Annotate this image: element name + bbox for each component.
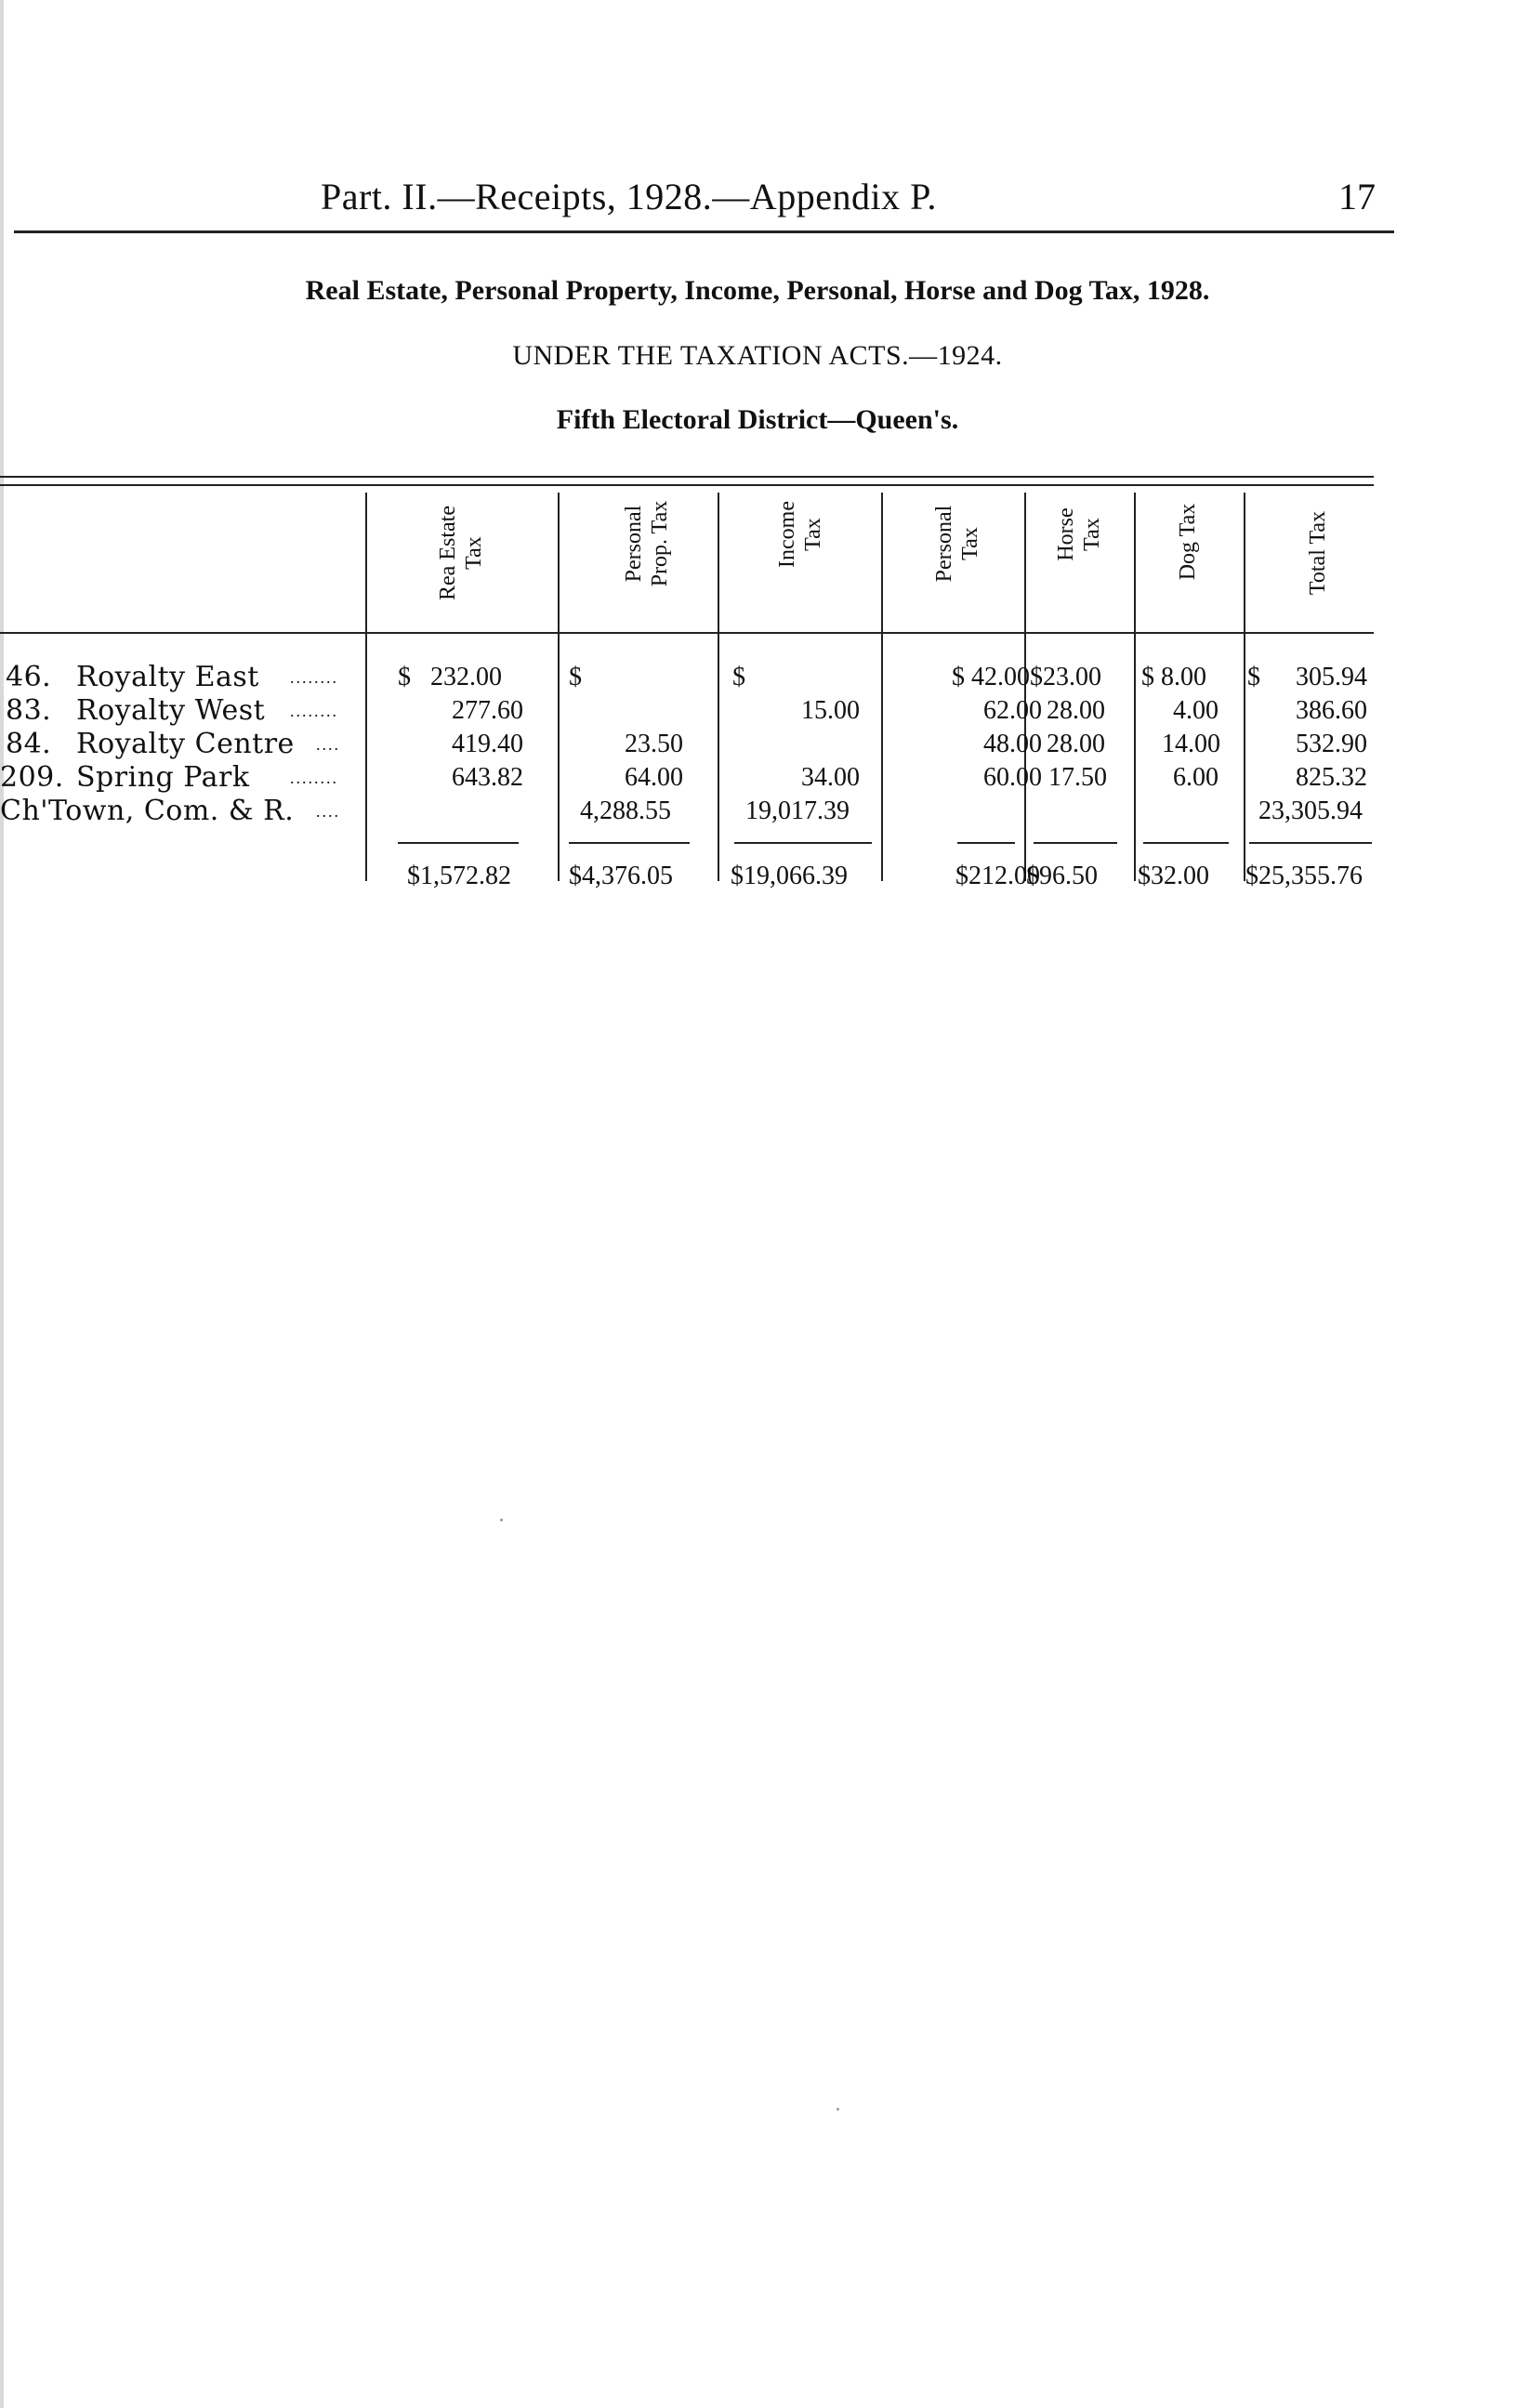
row-number: 83. xyxy=(6,694,52,727)
column-divider xyxy=(718,493,719,881)
cell-personal: $ 42.00 xyxy=(952,663,1030,691)
subtotal-rule xyxy=(957,842,1015,844)
col-header-total xyxy=(1305,483,1331,623)
total-horse: $96.50 xyxy=(1026,862,1098,890)
cell-income: $ xyxy=(732,663,745,691)
cell-personal: 48.00 xyxy=(983,730,1042,758)
cell-real-estate: $ 232.00 xyxy=(398,663,502,691)
subtotal-rule xyxy=(734,842,872,844)
col-header-line: Horse xyxy=(1054,507,1078,561)
header-bottom-rule xyxy=(0,632,1374,634)
cell-total: 825.32 xyxy=(1296,763,1367,792)
cell-total: 23,305.94 xyxy=(1258,796,1363,825)
main-heading: Real Estate, Personal Property, Income, Personal, Horse and Dog Tax, 1928. xyxy=(305,275,1210,306)
col-header-line: Total Tax xyxy=(1306,510,1330,596)
running-header-title: Part. II.—Receipts, 1928.—Appendix P. xyxy=(321,176,937,217)
header-rule xyxy=(14,230,1394,233)
col-header-personal xyxy=(931,474,983,613)
cell-total: 386.60 xyxy=(1296,696,1367,725)
col-header-line: Dog Tax xyxy=(1176,503,1200,581)
col-header-real-estate xyxy=(435,483,487,623)
cell-personal-prop: $ xyxy=(569,663,582,691)
cell-personal-prop: 64.00 xyxy=(625,763,683,792)
subtotal-rule xyxy=(1249,842,1372,844)
subtotal-rule xyxy=(1034,842,1117,844)
col-header-personal-prop xyxy=(621,474,673,613)
col-header-line: Tax xyxy=(1080,518,1104,551)
row-number: 84. xyxy=(6,728,52,760)
col-header-line: Personal xyxy=(932,505,956,583)
col-header-line: Personal xyxy=(622,505,646,583)
col-header-line: Rea Estate xyxy=(436,506,460,600)
scan-speck xyxy=(837,2108,839,2111)
cell-total: 305.94 xyxy=(1296,663,1367,691)
cell-horse: 28.00 xyxy=(1047,730,1105,758)
cell-horse: $23.00 xyxy=(1030,663,1101,691)
col-header-dog xyxy=(1175,472,1201,612)
leader-dots: ........ xyxy=(290,769,338,787)
cell-dog: 6.00 xyxy=(1173,763,1219,792)
total-real-estate: $1,572.82 xyxy=(407,862,511,890)
leader-dots: .... xyxy=(316,735,340,754)
page-number: 17 xyxy=(1338,176,1376,217)
row-name: Royalty West xyxy=(76,694,266,727)
leader-dots: ........ xyxy=(290,668,338,687)
col-header-line: Tax xyxy=(958,527,982,560)
row-name: Royalty Centre xyxy=(76,728,295,760)
row-name: Ch'Town, Com. & R. xyxy=(0,795,295,827)
tick xyxy=(558,636,560,660)
total-personal: $212.00 xyxy=(955,862,1040,890)
row-number: 209. xyxy=(0,761,64,794)
column-divider xyxy=(881,493,883,881)
subtotal-rule xyxy=(569,842,690,844)
row-number: 46. xyxy=(6,661,52,693)
cell-real-estate: 277.60 xyxy=(452,696,523,725)
column-divider xyxy=(1134,493,1136,881)
cell-dog: 4.00 xyxy=(1173,696,1219,725)
cell-total: 532.90 xyxy=(1296,730,1367,758)
cell-personal: 60.00 xyxy=(983,763,1042,792)
leader-dots: .... xyxy=(316,802,340,821)
row-name: Spring Park xyxy=(76,761,250,794)
total-income: $19,066.39 xyxy=(731,862,848,890)
cell-income: 15.00 xyxy=(801,696,860,725)
tick xyxy=(1134,636,1136,660)
col-header-line: Tax xyxy=(801,518,825,551)
col-header-horse xyxy=(1053,465,1105,604)
col-header-line: Prop. Tax xyxy=(648,500,672,587)
col-header-income xyxy=(774,465,826,604)
total-total: $25,355.76 xyxy=(1245,862,1363,890)
cell-dog: 14.00 xyxy=(1162,730,1220,758)
act-heading: UNDER THE TAXATION ACTS.—1924. xyxy=(512,340,1003,371)
column-divider xyxy=(558,493,560,881)
row-name: Royalty East xyxy=(76,661,259,693)
cell-real-estate: 643.82 xyxy=(452,763,523,792)
subtotal-rule xyxy=(1143,842,1229,844)
table-top-rule-inner xyxy=(0,484,1374,486)
cell-real-estate: 419.40 xyxy=(452,730,523,758)
col-header-line: Tax xyxy=(462,536,486,570)
tick xyxy=(1244,636,1245,660)
tick xyxy=(1024,636,1026,660)
table-top-rule xyxy=(0,476,1374,478)
scan-speck xyxy=(500,1519,503,1521)
col-header-line: Income xyxy=(775,501,799,568)
cell-income: 34.00 xyxy=(801,763,860,792)
cell-personal: 62.00 xyxy=(983,696,1042,725)
cell-dog: $ 8.00 xyxy=(1141,663,1206,691)
column-divider xyxy=(1244,493,1245,881)
cell-horse: 28.00 xyxy=(1047,696,1105,725)
cell-personal-prop: 23.50 xyxy=(625,730,683,758)
district-heading: Fifth Electoral District—Queen's. xyxy=(556,404,959,435)
subtotal-rule xyxy=(398,842,519,844)
cell-total-sign: $ xyxy=(1247,663,1260,691)
column-divider xyxy=(365,493,367,881)
cell-income: 19,017.39 xyxy=(745,796,850,825)
total-dog: $32.00 xyxy=(1138,862,1209,890)
total-personal-prop: $4,376.05 xyxy=(569,862,673,890)
cell-personal-prop: 4,288.55 xyxy=(580,796,671,825)
cell-horse: 17.50 xyxy=(1048,763,1107,792)
leader-dots: ........ xyxy=(290,702,338,720)
